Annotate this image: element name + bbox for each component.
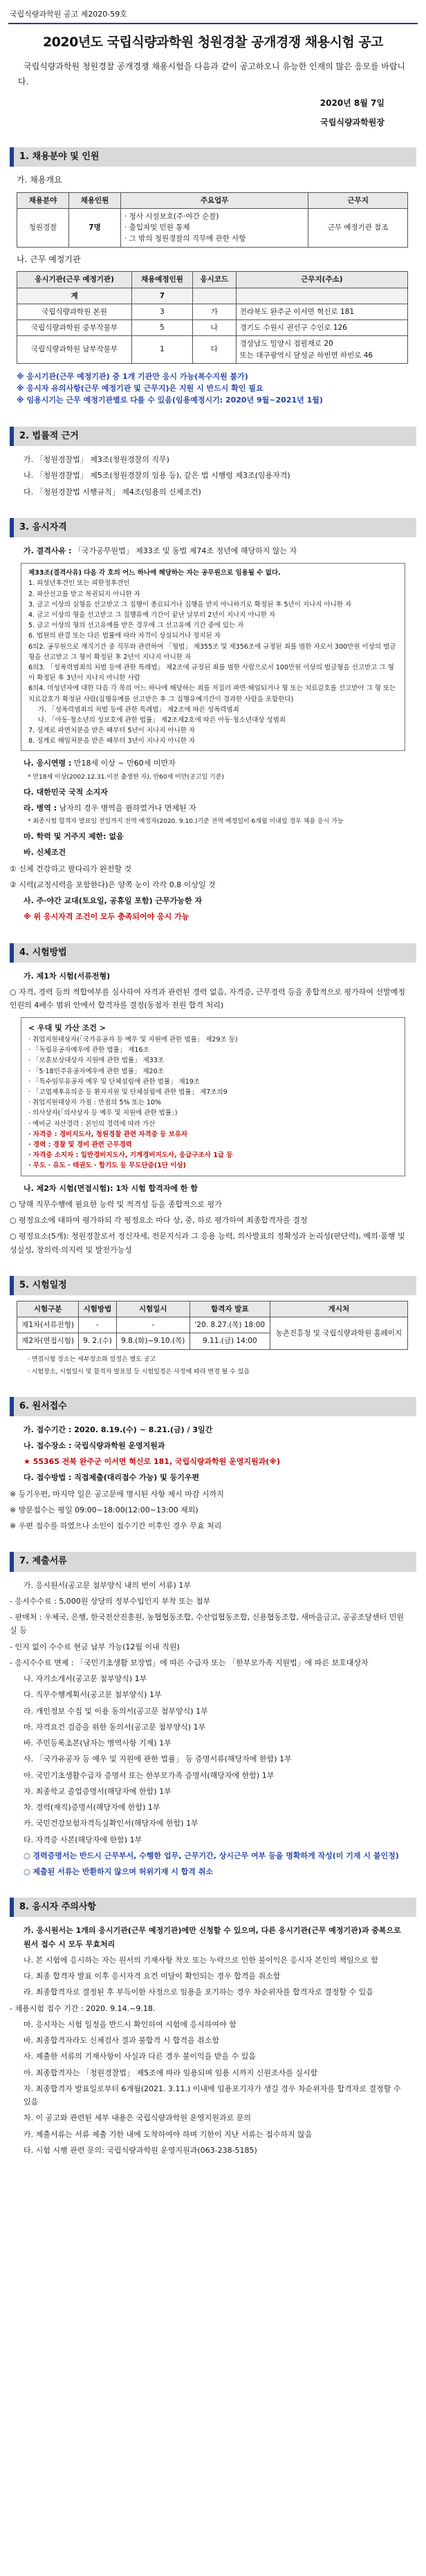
application-address: ★ 55365 전북 완주군 이서면 혁신로 181, 국립식량과학원 운영지원과(※) [24, 1457, 281, 1467]
document-item: 마. 자격요건 검증을 위한 동의서(공고문 첨부양식) 1부 [24, 1722, 206, 1732]
document-item: 차. 경력(재직)증명서(해당자에 한함) 1부 [24, 1803, 160, 1813]
table-row-count: 5 [132, 320, 193, 336]
sec1-sub-a: 가. 채용개요 [17, 175, 62, 185]
table-row-stage: 제2차(면접시험) [17, 1333, 79, 1349]
caution-item: 나. 본 시험에 응시하는 자는 원서의 기재사항 착오 또는 누락으로 인한 불이익은 응시자 본인의 책임으로 함 [24, 1955, 378, 1965]
caution-item: 다. 최종 합격자 발표 이후 응시자격 요건 미달이 확인되는 경우 합격을 취소함 [24, 1972, 281, 1981]
box-line: · 「고엽제후유의증 등 환자지원 및 단체설립에 관한 법률」 제7조의9 [28, 1088, 228, 1096]
caution-item: 카. 제출서류는 서류 제출 기한 내에 도착하여야 하며 기한이 지난 서류는 접수하지 않음 [24, 2129, 313, 2139]
exam-stage-2: 나. 제2차 시험(면접시험): 1차 시험 합격자에 한 함 [24, 1183, 198, 1193]
table-row-datetime: 9.8.(화)~9.10.(목) [116, 1333, 189, 1349]
document-item: 다. 직무수행계획서(공고문 첨부양식) 1부 [24, 1690, 162, 1700]
td-total-count: 7 [132, 288, 193, 304]
caution-item: 타. 시험 시행 관련 문의: 국립식량과학원 운영지원과(063-238-5185) [24, 2145, 257, 2155]
document-note: ○ 경력증명서는 반드시 근무부서, 수행한 업무, 근무기간, 상시근무 여부 등을 명확하게 작성(미 기재 시 불인정) [24, 1851, 399, 1860]
age-text: 만18세 이상 ~ 만60세 미만자 [73, 759, 176, 768]
sec1-note: ※ 응시자 유의사항(근무 예정기관 및 근무지)은 지원 시 반드시 확인 필요 [17, 383, 263, 393]
document-item: 자. 최종학교 졸업증명서(해당자에 한함) 1부 [24, 1786, 172, 1796]
caution-item: 라. 최종합격자로 결정된 후 부득이한 사정으로 임용을 포기하는 경우 차순위자를 합격자로 결정할 수 있음 [24, 1987, 373, 1997]
age-label: 나. 응시연령 : [24, 759, 72, 768]
application-note: ※ 우편 접수를 하였으나 소인이 접수기간 이후인 경우 무효 처리 [10, 1521, 222, 1531]
th-count: 채용인원 [69, 192, 121, 208]
page-title: 2020년도 국립식량과학원 청원경찰 공개경쟁 채용시험 공고 [42, 35, 384, 50]
box-line: · 경력 : 경찰 및 경비 관련 근무경력 [28, 1140, 132, 1149]
td-field: 청원경찰 [17, 208, 69, 247]
caution-item: 바. 최종합격자라도 신체검사 결과 불합격 시 합격을 취소함 [24, 2036, 219, 2046]
table-row-method: - [79, 1317, 116, 1333]
table-row-code: 가 [192, 304, 236, 319]
caution-item: 마. 응시자는 시험 일정을 반드시 확인하여 시험에 응시하여야 함 [24, 2019, 237, 2029]
document-item: 사. 「국가유공자 등 예우 및 지원에 관한 법률」 등 증명서류(해당자에 한함) 1부 [24, 1754, 292, 1764]
table-row-stage: 제1차(서류전형) [17, 1317, 79, 1333]
box-line: · 취업지원대상자(「국가유공자 등 예우 및 지원에 관한 법률」 제29조 등) [28, 1036, 238, 1044]
box-line: · 예비군 자산경력 : 본인의 경력에 따라 가산 [28, 1120, 156, 1128]
box-line: 6의3. 「성폭력범죄의 처벌 등에 관한 특례법」 제2조에 규정된 죄를 범한 사람으로서 100만원 이상의 벌금형을 선고받고 그 형이 확정된 후 3년이 지나지 아니한 사람 [28, 663, 394, 683]
exam-stage-1: 가. 제1차 시험(서류전형) [24, 971, 111, 981]
section-8-title: 8. 응시자 주의사항 [10, 1898, 416, 1917]
document-item: 바. 주민등록초본(남자는 병역사항 기재) 1부 [24, 1739, 172, 1748]
caution-item: - 채용시험 접수 기간 : 2020. 9.14.~9.18. [10, 2003, 156, 2013]
box-line: 6의4. 미성년자에 대한 다음 각 목의 어느 하나에 해당하는 죄를 저질러 파면·해임되거나 형 또는 치료감호를 선고받아 그 형 또는 치료감호가 확정된 사람(집행유예를 선고받은 후 그 집행유예기간이 경과한 사람을 포함한다) [28, 685, 396, 703]
application-note: ※ 방문접수는 평일 09:00~18:00(12:00~13:00 제외) [10, 1505, 198, 1514]
qualification-note: ※ 위 응시자격 조건이 모두 충족되어야 응시 가능 [24, 912, 189, 922]
notice-date: 2020년 8월 7일 [320, 98, 385, 108]
preference-box [21, 1017, 405, 1176]
th-announce: 합격자 발표 [189, 1301, 270, 1317]
caution-item: 아. 최종합격자는 「청원경찰법」 제5조에 따라 임용되며 임용 시까지 신원조사를 실시함 [24, 2068, 318, 2077]
document-item: - 인지 없이 수수료 현금 납부 가능(12월 이내 직원) [10, 1642, 180, 1651]
box-line: · 취업지원대상자 가점 : 만점의 5% 또는 10% [28, 1099, 162, 1107]
document-item: 라. 개인정보 수집 및 이용 동의서(공고문 첨부양식) 1부 [24, 1706, 208, 1716]
table-row-agency: 국립식량과학원 남부작물부 [17, 336, 132, 364]
table-row-announce: '20. 8.27.(목) 18:00 [189, 1317, 270, 1333]
caution-item: 가. 응시원서는 1개의 응시기관(근무 예정기관)에만 신청할 수 있으며, 다른 응시기관(근무 예정기관)과 중복으로 원서 접수 시 모두 무효처리 [24, 1926, 401, 1949]
section-3-title: 3. 응시자격 [10, 518, 416, 537]
document-note: ○ 제출된 서류는 반환하지 않으며 허위기재 시 합격 취소 [24, 1867, 214, 1877]
sec1-note: ※ 응시기관(근무 예정기관) 중 1개 기관만 응시 가능(복수지원 불가) [17, 371, 248, 381]
shift-item: 사. 주·야간 교대(토요일, 공휴일 포함) 근무가능한 자 [24, 896, 203, 906]
application-period: 가. 접수기간 : 2020. 8.19.(수) ~ 8.21.(금) / 3일간 [24, 1425, 213, 1434]
table-row-post: 농촌진흥청 및 국립식량과학원 홈페이지 [270, 1317, 407, 1350]
schedule-note: · 시험장소, 시험일시 및 합격자 발표일 등 시험일정은 사정에 따라 변경 될 수 있음 [28, 1368, 250, 1375]
legal-basis-item: 가. 「청원경찰법」 제3조(청원경찰의 직무) [24, 455, 169, 465]
table-row-method: 9. 2.(수) [79, 1333, 116, 1349]
disqual-label: 가. 결격사유 : [24, 546, 72, 556]
exam-stage-2-desc: ○ 당해 직무수행에 필요한 능력 및 적격성 등을 종합적으로 평가 [10, 1199, 222, 1209]
th-field: 채용분야 [17, 192, 69, 208]
table-row-count: 3 [132, 304, 193, 319]
document-item: 가. 응시원서(공고문 첨부양식 내의 번이 서류) 1부 [24, 1580, 191, 1590]
section-5-title: 5. 시험일정 [10, 1276, 416, 1295]
disqual-text: 「국가공무원법」 제33조 및 동법 제74조 정년에 해당하지 않는 자 [73, 546, 297, 556]
workplace-table [17, 271, 408, 364]
box-line: 2. 파산선고를 받고 복권되지 아니한 자 [28, 590, 140, 598]
section-7-title: 7. 제출서류 [10, 1552, 416, 1571]
application-place: 나. 접수장소 : 국립식량과학원 운영지원과 [24, 1440, 165, 1450]
document-item: - 응시수수료 면제 : 「국민기초생활 보장법」에 따른 수급자 또는 「한부모가족 지원법」에 따른 보호대상자 [10, 1658, 369, 1667]
sec1-sub-b: 나. 근무 예정기관 [17, 254, 81, 264]
th-code: 응시코드 [192, 272, 236, 288]
td-total-addr [236, 288, 407, 304]
document-item: - 응시수수료 : 5,000원 상당의 정부수입인지 부착 또는 첨부 [10, 1596, 211, 1606]
exam-stage-1-desc: ○ 자격, 경력 등의 적합여부를 심사하여 자격과 관련된 경력 없음, 자격증, 근무경력 등을 종합적으로 평가하여 선발예정인원의 4배수 범위 안에서 합격자를 결정(동점자 전원 합격 처리) [10, 987, 405, 1010]
section-2-title: 2. 법률적 근거 [10, 427, 416, 446]
box-line: · 「5·18민주유공자예우에 관한 법률」 제20조 [28, 1067, 164, 1075]
military-text: 남자의 경우 병역을 필하였거나 면제된 자 [59, 803, 196, 813]
document-item: 아. 국민기초생활수급자 증명서 또는 한부모가족 증명서(해당자에 한함) 1부 [24, 1770, 275, 1780]
recruit-overview-table [17, 192, 408, 248]
disqual-box [21, 563, 405, 751]
th-location: 근무지 [308, 192, 408, 208]
physical-item: 바. 신체조건 [24, 848, 66, 858]
box-line: 가. 「성폭력범죄의 처벌 등에 관한 특례법」 제2조에 따른 성폭력범죄 [38, 705, 239, 714]
notice-number: 국립식량과학원 공고 제2020-59호 [10, 10, 127, 19]
section-4-title: 4. 시험방법 [10, 943, 416, 963]
table-row-count: 1 [132, 336, 193, 364]
box-line: 제33조(결격사유) 다음 각 호의 어느 하나에 해당하는 자는 공무원으로 임용될 수 없다. [28, 569, 281, 577]
legal-basis-item: 다. 「청원경찰법 시행규칙」 제4조(임용의 신체조건) [24, 487, 201, 497]
box-line: · 의사상자(「의사상자 등 예우 및 지원에 관한 법률」) [28, 1109, 178, 1118]
education-item: 마. 학력 및 거주지 제한: 없음 [24, 832, 124, 842]
table-row-announce: 9.11.(금) 14:00 [189, 1333, 270, 1349]
document-item: - 판매처 : 우체국, 은행, 한국전산진흥원, 농협협동조합, 수산업협동조합, 신용협동조합, 새마을금고, 공공조달센터 민원실 등 [10, 1613, 405, 1636]
age-note: * 만18세 이상(2002.12.31.이전 출생한 자), 만60세 미만(공고일 기준) [28, 773, 224, 781]
preference-title: < 우대 및 가산 조건 > [28, 1023, 106, 1033]
th-post: 게시처 [270, 1301, 407, 1317]
box-line: · 자격증 : 경비지도사, 청원경찰 관련 자격증 등 보유자 [28, 1130, 188, 1138]
schedule-note: · 면접시험 장소는 세부장소와 일정은 별도 공고 [28, 1355, 156, 1363]
sec1-note: ※ 임용시기는 근무 예정기관별로 다를 수 있음(임용예정시기: 2020년 9월~2021년 1월) [17, 395, 323, 405]
caution-item: 차. 이 공고와 관련된 세부 내용은 국립식량과학원 운영지원과로 문의 [24, 2113, 251, 2123]
section-1-title: 1. 채용분야 및 인원 [10, 147, 416, 167]
military-label: 라. 병역 : [24, 803, 57, 813]
physical-sub: ② 시력(교정시력을 포함한다)은 양쪽 눈이 각각 0.8 이상일 것 [10, 880, 216, 889]
table-row-address: 전라북도 완주군 이서면 혁신로 181 [236, 304, 407, 319]
td-duty: · 청사 시설보호(주·야간 순찰) · 출입자및 민원 통제 · 그 밖의 청원경찰의 직무에 관한 사항 [121, 208, 308, 247]
td-total-label: 계 [17, 288, 132, 304]
nationality-item: 다. 대한민국 국적 소지자 [24, 787, 108, 797]
box-line: · 무도 · 유도 · 태권도 · 합기도 등 무도단증(1단 이상) [28, 1162, 186, 1170]
table-row-address: 경기도 수원시 권선구 수인로 126 [236, 320, 407, 336]
document-item: 카. 국민건강보험자격득실확인서(해당자에 한함) 1부 [24, 1819, 198, 1828]
box-line: 6의2. 공무원으로 재직기간 중 직무와 관련하여 「형법」 제355조 및 제356조에 규정된 죄를 범한 자로서 300만원 이상의 벌금형을 선고받고 그 형이 확정된 후 2년이 지나지 아니한 자 [28, 642, 396, 661]
td-location: 근무 예정기관 참조 [308, 208, 408, 247]
box-line: 1. 피성년후견인 또는 피한정후견인 [28, 580, 130, 588]
header-divider [8, 23, 418, 24]
schedule-table [17, 1301, 408, 1350]
box-line: · 「특수임무유공자 예우 및 단체설립에 관한 법률」 제19조 [28, 1077, 200, 1086]
document-item: 타. 자격증 사본(해당자에 한함) 1부 [24, 1835, 142, 1844]
table-row-address: 경상남도 밀양시 점필재로 20 또는 대구광역시 달성군 하빈면 하빈로 46 [236, 336, 407, 364]
legal-basis-item: 나. 「청원경찰법」 제5조(청원경찰의 임용 등), 같은 법 시행령 제3조(임용자격) [24, 471, 290, 481]
table-row-datetime: - [116, 1317, 189, 1333]
box-line: · 자격증 소지자 : 일반경비지도사, 기계경비지도사, 응급구조사 1급 등 [28, 1151, 233, 1160]
intro-text: 국립식량과학원 청원경찰 공개경쟁 채용시험을 다음과 같이 공고하오니 유능한 인재의 많은 응모를 바랍니다. [18, 62, 406, 87]
physical-sub: ① 신체 건강하고 팔다리가 완전할 것 [10, 864, 132, 873]
box-line: · 「보훈보상대상자 지원에 관한 법률」 제33조 [28, 1057, 165, 1065]
table-row-code: 나 [192, 320, 236, 336]
th-datetime: 시험일시 [116, 1301, 189, 1317]
td-total-code [192, 288, 236, 304]
td-count: 7명 [69, 208, 121, 247]
th-stage: 시험구분 [17, 1301, 79, 1317]
box-line: · 「독립유공자예우에 관한 법률」 제16조 [28, 1046, 149, 1055]
box-line: 5. 금고 이상의 형의 선고유예를 받은 경우에 그 선고유예 기간 중에 있는 자 [28, 622, 244, 630]
document-item: 나. 자기소개서(공고문 첨부양식) 1부 [24, 1674, 147, 1684]
exam-stage-2-desc: ○ 평정요소(5개): 청원경찰로서 정신자세, 전문지식과 그 응용 능력, 의사발표의 정확성과 논리성(판단력), 예의·품행 및 성실성, 창의력·의지력 및 발전가능성 [10, 1232, 405, 1254]
box-line: 나. 「아동·청소년의 성보호에 관한 법률」 제2조제2호에 따른 아동·청소년대상 성범죄 [38, 716, 286, 724]
issuing-org: 국립식량과학원장 [320, 118, 385, 128]
box-line: 7. 징계로 파면처분을 받은 때부터 5년이 지나지 아니한 자 [28, 727, 196, 735]
table-row-code: 다 [192, 336, 236, 364]
application-note: ※ 등기우편, 마지막 일은 공고문에 명시된 사항 제시 마감 시까지 [10, 1489, 224, 1499]
th-duty: 주요업무 [121, 192, 308, 208]
application-method: 다. 접수방법 : 직접제출(대리접수 가능) 및 등기우편 [24, 1473, 200, 1483]
table-row-agency: 국립식량과학원 중부작물부 [17, 320, 132, 336]
box-line: 3. 금고 이상의 실형을 선고받고 그 집행이 종료되거나 집행을 받지 아니하기로 확정된 후 5년이 지나지 아니한 자 [28, 600, 352, 609]
military-note: * 최종시험 합격자 발표일 전일까지 전역 예정자(2020. 9.10.)기준 전역 예정일이 6개월 이내일 경우 채용 응시 가능 [28, 818, 344, 826]
th-agency: 응시기관(근무 예정기관) [17, 272, 132, 288]
exam-stage-2-desc: ○ 평정요소에 대하여 평가하되 각 평정요소 마다 상, 중, 하로 평가하여 최종합격자를 결정 [10, 1216, 308, 1225]
table-row-agency: 국립식량과학원 본원 [17, 304, 132, 319]
box-line: 8. 징계로 해임처분을 받은 때부터 3년이 지나지 아니한 자 [28, 737, 196, 745]
th-address: 근무지(주소) [236, 272, 407, 288]
caution-item: 자. 최종합격자 발표일로부터 6개월(2021. 3.11.) 이내에 임용포기자가 생길 경우 차순위자를 합격자로 결정할 수 있음 [24, 2084, 401, 2107]
section-6-title: 6. 원서접수 [10, 1397, 416, 1416]
box-line: 4. 금고 이상의 형을 선고받고 그 집행유예 기간이 끝난 날부터 2년이 지나지 아니한 자 [28, 611, 276, 620]
caution-item: 사. 제출한 서류의 기재사항이 사실과 다른 경우 불이익을 받을 수 있음 [24, 2052, 256, 2061]
th-method: 시험방법 [79, 1301, 116, 1317]
th-planned: 채용예정인원 [132, 272, 193, 288]
box-line: 6. 법원의 판결 또는 다른 법률에 따라 자격이 상실되거나 정지된 자 [28, 632, 221, 640]
